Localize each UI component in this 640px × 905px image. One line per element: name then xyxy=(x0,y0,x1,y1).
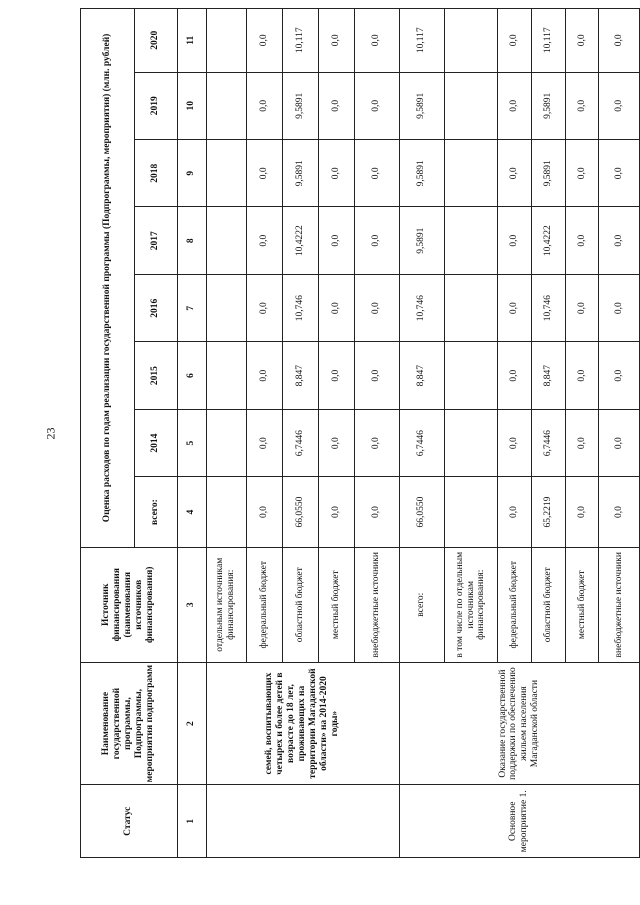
value-cell: 0,0 xyxy=(318,477,354,547)
source-cell: отдельным источникам финансирования: xyxy=(206,547,246,662)
value-cell xyxy=(206,342,246,409)
header-row-top xyxy=(81,9,135,858)
source-cell: областной бюджет xyxy=(283,547,319,662)
source-cell: внебюджетные источники xyxy=(599,547,640,662)
value-cell: 0,0 xyxy=(498,477,532,547)
value-cell: 0,0 xyxy=(354,140,399,207)
value-cell: 0,0 xyxy=(318,274,354,341)
value-cell: 10,746 xyxy=(399,274,444,341)
value-cell: 0,0 xyxy=(318,342,354,409)
table-row xyxy=(399,9,444,858)
source-cell: внебюджетные источники xyxy=(354,547,399,662)
value-cell: 9,5891 xyxy=(283,140,319,207)
value-cell xyxy=(206,477,246,547)
header-year: 2016 xyxy=(134,274,177,341)
value-cell: 0,0 xyxy=(498,140,532,207)
value-cell: 0,0 xyxy=(247,140,283,207)
source-cell: всего: xyxy=(399,547,444,662)
source-cell: областной бюджет xyxy=(532,547,566,662)
column-index: 7 xyxy=(177,274,206,341)
header-name: Наименование государственной программы, Подпрограммы, мероприятия подпрограмм xyxy=(81,662,178,785)
value-cell xyxy=(444,342,498,409)
value-cell: 0,0 xyxy=(247,342,283,409)
column-index: 6 xyxy=(177,342,206,409)
value-cell: 10,117 xyxy=(399,9,444,73)
value-cell: 8,847 xyxy=(532,342,566,409)
table-row xyxy=(206,9,246,858)
value-cell: 0,0 xyxy=(599,477,640,547)
value-cell: 0,0 xyxy=(318,9,354,73)
value-cell: 10,746 xyxy=(283,274,319,341)
header-year: 2017 xyxy=(134,207,177,274)
value-cell xyxy=(444,409,498,476)
value-cell: 10,4222 xyxy=(283,207,319,274)
value-cell: 0,0 xyxy=(599,140,640,207)
value-cell xyxy=(206,72,246,139)
value-cell: 0,0 xyxy=(565,207,599,274)
value-cell: 0,0 xyxy=(247,274,283,341)
value-cell: 0,0 xyxy=(498,342,532,409)
budget-table xyxy=(80,8,640,858)
header-year: 2015 xyxy=(134,342,177,409)
value-cell: 0,0 xyxy=(247,207,283,274)
value-cell: 0,0 xyxy=(565,9,599,73)
column-index: 8 xyxy=(177,207,206,274)
value-cell: 0,0 xyxy=(565,140,599,207)
value-cell: 0,0 xyxy=(498,72,532,139)
value-cell: 0,0 xyxy=(565,342,599,409)
value-cell: 0,0 xyxy=(565,477,599,547)
column-index: 11 xyxy=(177,9,206,73)
column-index: 4 xyxy=(177,477,206,547)
value-cell: 8,847 xyxy=(283,342,319,409)
source-cell: местный бюджет xyxy=(565,547,599,662)
value-cell: 9,5891 xyxy=(283,72,319,139)
value-cell: 0,0 xyxy=(599,72,640,139)
value-cell: 0,0 xyxy=(318,409,354,476)
value-cell: 10,117 xyxy=(532,9,566,73)
column-index: 1 xyxy=(177,785,206,858)
header-estimate: Оценка расходов по годам реализации государственной программы (Подпрограммы, мероприятия) (млн. рублей) xyxy=(81,9,135,548)
value-cell: 9,5891 xyxy=(399,72,444,139)
value-cell: 10,4222 xyxy=(532,207,566,274)
value-cell: 0,0 xyxy=(565,72,599,139)
value-cell: 0,0 xyxy=(354,72,399,139)
value-cell: 0,0 xyxy=(354,409,399,476)
status-cell xyxy=(206,785,399,858)
value-cell: 0,0 xyxy=(498,409,532,476)
source-cell: федеральный бюджет xyxy=(247,547,283,662)
column-index: 9 xyxy=(177,140,206,207)
header-year: 2018 xyxy=(134,140,177,207)
rotated-table-sheet xyxy=(80,8,640,858)
value-cell: 8,847 xyxy=(399,342,444,409)
value-cell: 0,0 xyxy=(247,409,283,476)
value-cell xyxy=(206,274,246,341)
column-index: 2 xyxy=(177,662,206,785)
value-cell: 0,0 xyxy=(599,274,640,341)
value-cell: 10,746 xyxy=(532,274,566,341)
value-cell: 10,117 xyxy=(283,9,319,73)
value-cell: 0,0 xyxy=(599,409,640,476)
column-index: 5 xyxy=(177,409,206,476)
value-cell: 0,0 xyxy=(354,274,399,341)
value-cell: 0,0 xyxy=(498,274,532,341)
header-source: Источник финансирования (наименования источников финансирования) xyxy=(81,547,178,662)
value-cell xyxy=(444,274,498,341)
value-cell: 0,0 xyxy=(247,477,283,547)
value-cell: 0,0 xyxy=(247,72,283,139)
value-cell: 9,5891 xyxy=(532,140,566,207)
value-cell: 9,5891 xyxy=(532,72,566,139)
source-cell: в том числе по отдельным источникам финансирования: xyxy=(444,547,498,662)
value-cell: 9,5891 xyxy=(399,140,444,207)
value-cell xyxy=(206,140,246,207)
value-cell xyxy=(444,72,498,139)
value-cell: 0,0 xyxy=(354,9,399,73)
value-cell: 0,0 xyxy=(318,207,354,274)
column-index: 10 xyxy=(177,72,206,139)
value-cell xyxy=(444,477,498,547)
value-cell xyxy=(206,9,246,73)
value-cell: 0,0 xyxy=(354,207,399,274)
value-cell: 65,2219 xyxy=(532,477,566,547)
value-cell: 0,0 xyxy=(599,9,640,73)
value-cell: 0,0 xyxy=(318,72,354,139)
header-total: всего: xyxy=(134,477,177,547)
value-cell: 6,7446 xyxy=(283,409,319,476)
value-cell: 0,0 xyxy=(318,140,354,207)
value-cell: 66,0550 xyxy=(283,477,319,547)
source-cell: федеральный бюджет xyxy=(498,547,532,662)
value-cell: 0,0 xyxy=(599,207,640,274)
program-name-cell: Оказание государственной поддержки по обеспечению жильем населения Магаданской области xyxy=(399,662,639,785)
header-year: 2014 xyxy=(134,409,177,476)
value-cell: 0,0 xyxy=(354,477,399,547)
value-cell: 0,0 xyxy=(354,342,399,409)
value-cell: 0,0 xyxy=(498,9,532,73)
value-cell: 66,0550 xyxy=(399,477,444,547)
program-name-cell: семей, воспитывающих четырех и более детей в возрасте до 18 лет, проживающих на территории Магаданской области» на 2014-2020 годы» xyxy=(206,662,399,785)
value-cell: 0,0 xyxy=(498,207,532,274)
header-status: Статус xyxy=(81,785,178,858)
source-cell: местный бюджет xyxy=(318,547,354,662)
value-cell: 0,0 xyxy=(599,342,640,409)
column-index: 3 xyxy=(177,547,206,662)
value-cell xyxy=(444,140,498,207)
header-year: 2019 xyxy=(134,72,177,139)
value-cell: 6,7446 xyxy=(532,409,566,476)
header-year: 2020 xyxy=(134,9,177,73)
value-cell xyxy=(444,207,498,274)
value-cell xyxy=(206,207,246,274)
status-cell: Основное мероприятие 1. xyxy=(399,785,639,858)
value-cell: 9,5891 xyxy=(399,207,444,274)
index-row xyxy=(177,9,206,858)
value-cell: 6,7446 xyxy=(399,409,444,476)
value-cell: 0,0 xyxy=(247,9,283,73)
page-number: 23 xyxy=(43,427,58,440)
value-cell: 0,0 xyxy=(565,409,599,476)
value-cell xyxy=(206,409,246,476)
value-cell xyxy=(444,9,498,73)
value-cell: 0,0 xyxy=(565,274,599,341)
